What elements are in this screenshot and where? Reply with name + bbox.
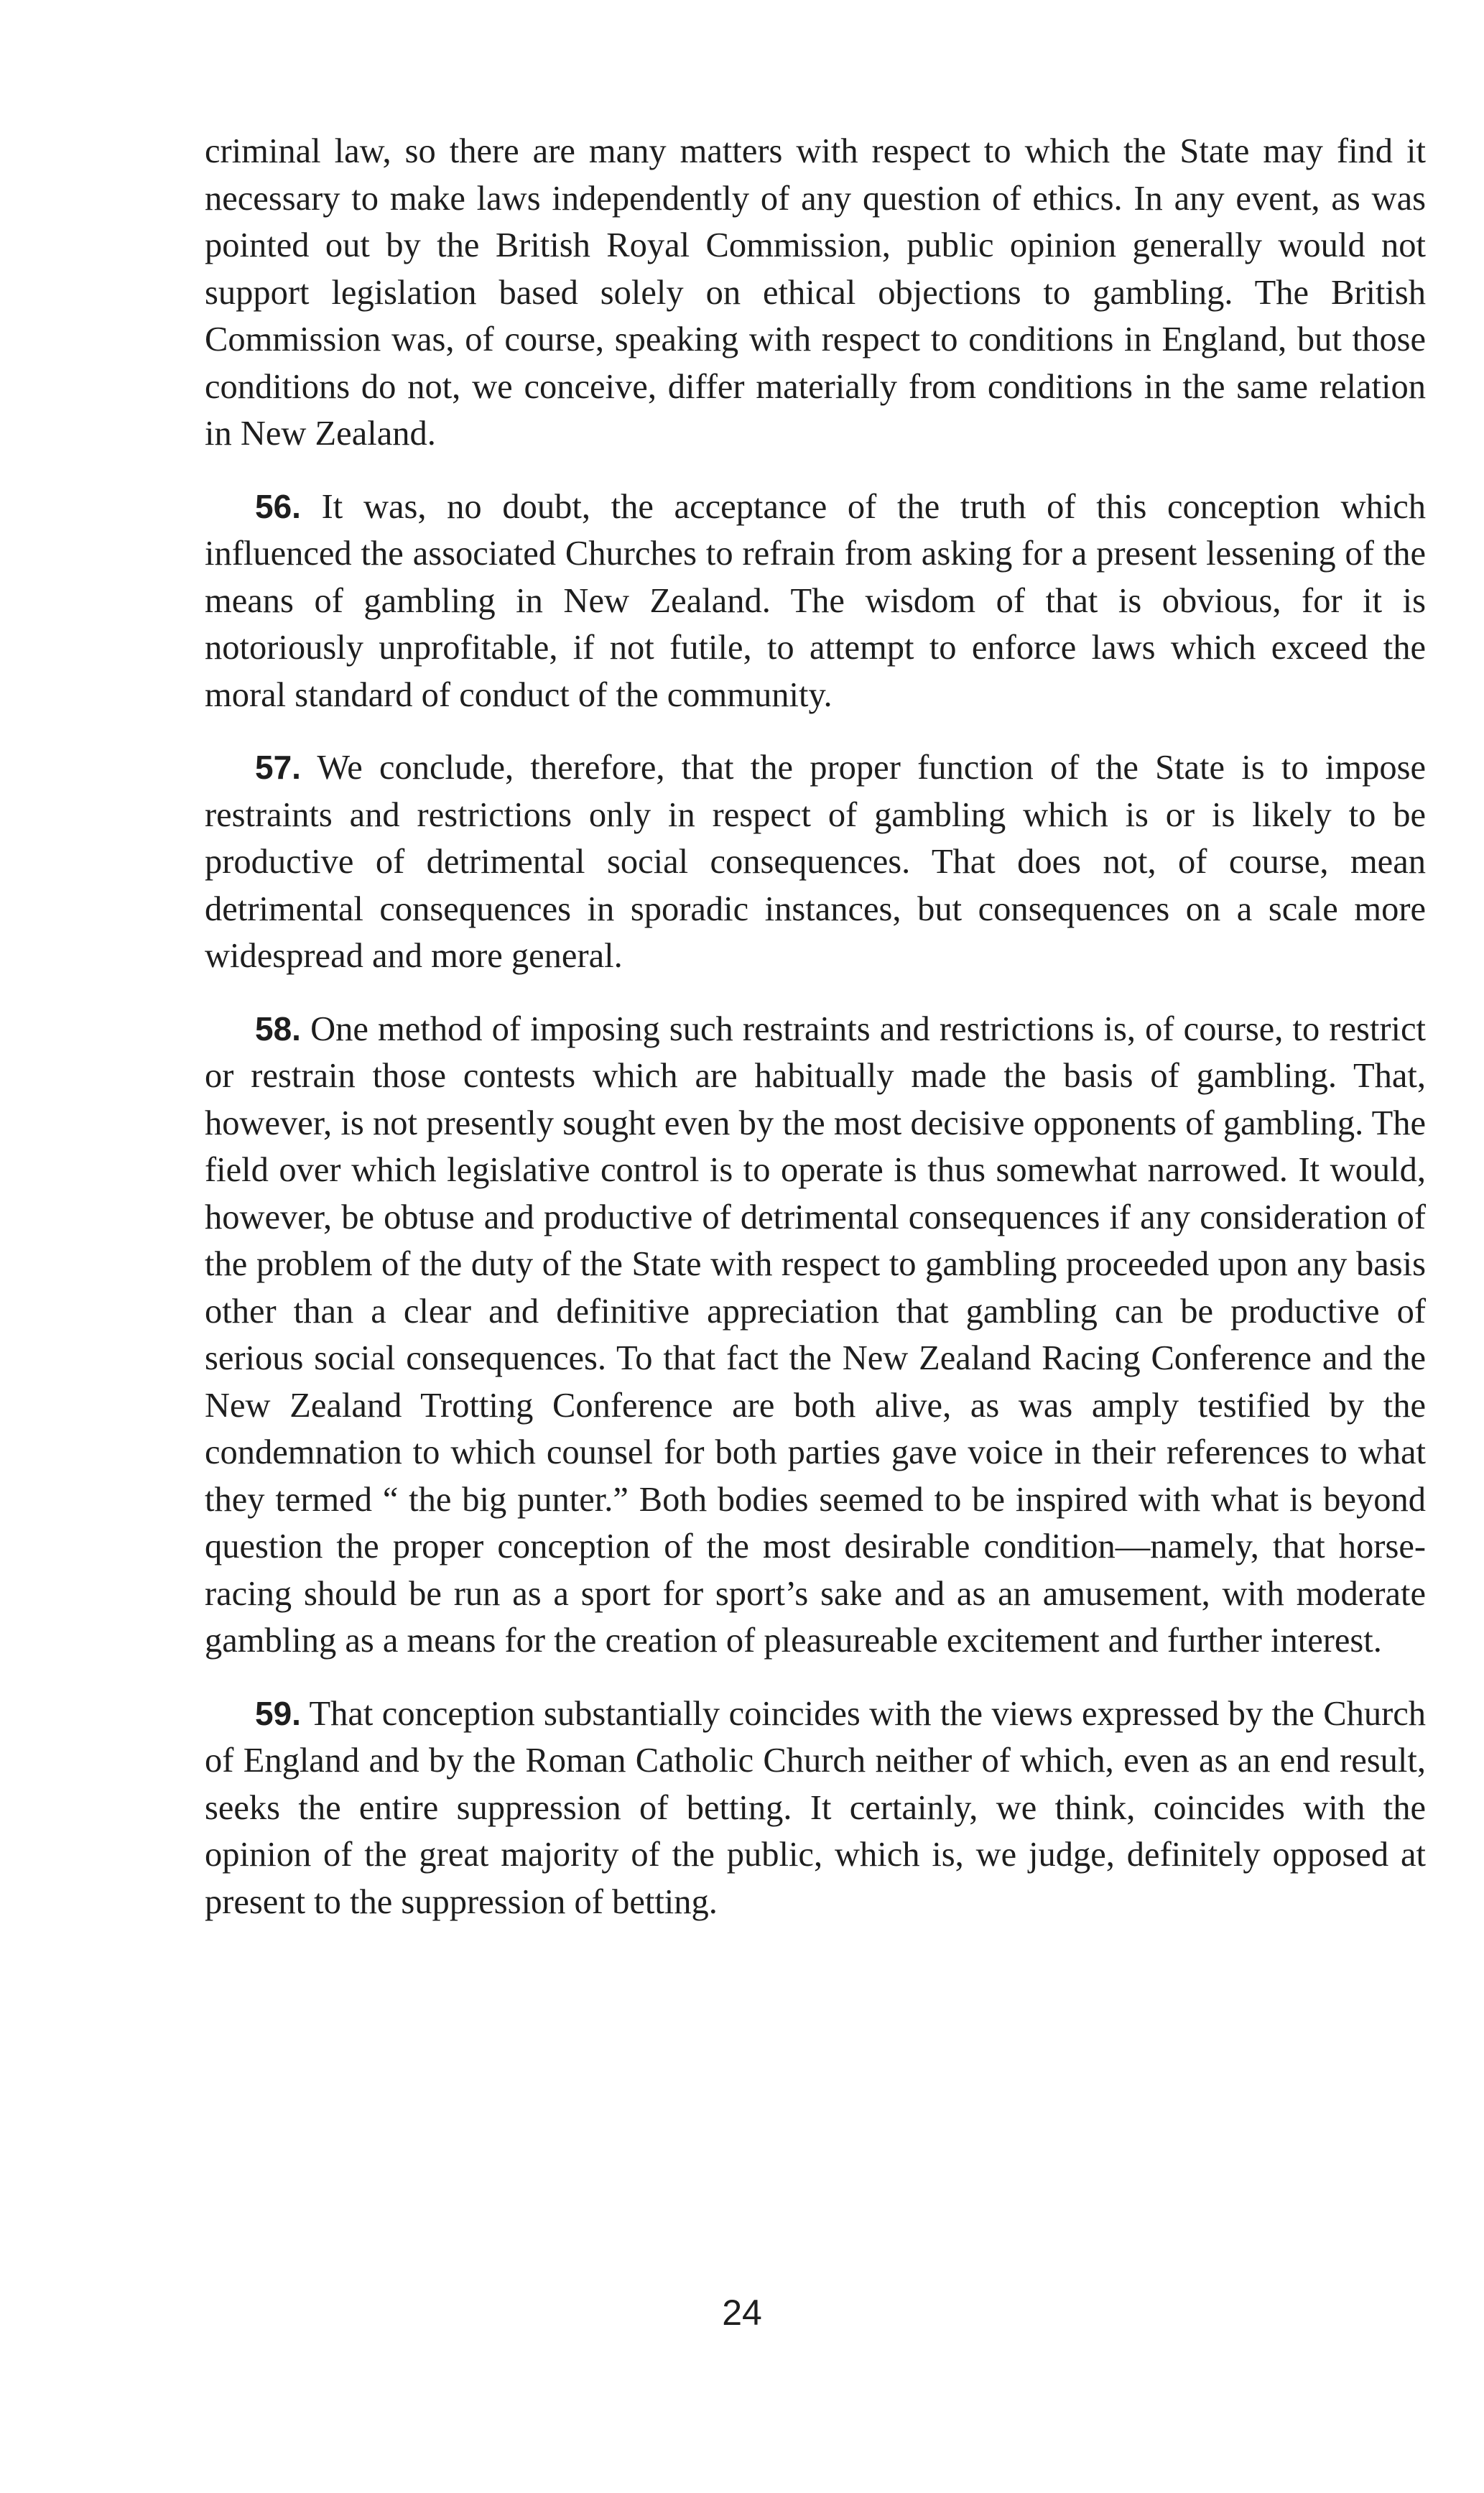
paragraph-text: That conception substantially coincides with the views expressed by the Church of England and by the Roman Catholic Church neither of which, even as an end result, seeks the entire suppression of betting. It certainly, we think, coincides with the opinion of the great majority of the public, which is, we judge, definitely opposed at present to the suppression of betting. <box>205 1694 1427 1921</box>
page-body <box>205 128 1426 1951</box>
paragraph-text: It was, no doubt, the acceptance of the truth of this conception which influenced the associated Churches to refrain from asking for a present lessening of the means of gambling in New Zealand. The wisdom of that is obvious, for it is notoriously unprofitable, if not futile, to attempt to enforce laws which exceed the moral standard of conduct of the community. <box>205 487 1426 714</box>
paragraph-text: We conclude, therefore, that the proper function of the State is to impose restraints and restrictions only in respect of gambling which is or is likely to be productive of detrimental social consequences. That does not, of course, mean detrimental consequences in sporadic instances, but consequences on a scale more widespread and more general. <box>205 749 1427 975</box>
paragraph-56 <box>205 484 1426 719</box>
paragraph-59 <box>205 1690 1426 1926</box>
paragraph-text: criminal law, so there are many matters with respect to which the State may find it necessary to make laws independently of any question of ethics. In any event, as was pointed out by the British Royal Commission, public opinion generally would not support legislation based solely on ethical objections to gambling. The British Commission was, of course, speaking with respect to conditions in England, but those conditions do not, we conceive, differ materially from conditions in the same relation in New Zealand. <box>205 132 1426 453</box>
paragraph-number: 58. <box>255 1009 301 1047</box>
paragraph-number: 57. <box>255 749 301 786</box>
page-number: 24 <box>722 2293 762 2333</box>
paragraph-57 <box>205 744 1426 980</box>
paragraph-text: One method of imposing such restraints and restrictions is, of course, to restrict or restrain those contests which are habitually made the basis of gambling. That, however, is not presently sought even by the most decisive opponents of gambling. The field over which legislative control is to operate is thus somewhat narrowed. It would, however, be obtuse and productive of detrimental consequences if any consideration of the problem of the duty of the State with respect to gambling proceeded upon any basis other than a clear and definitive appreciation that gambling can be productive of serious social consequences. To that fact the New Zealand Racing Conference and the New Zealand Trotting Conference are both alive, as was amply testified by the condemnation to which counsel for both parties gave voice in their references to what they termed “ the big punter.” Both bodies seemed to be inspired with what is beyond question the proper conception of the most desirable condition—namely, that horse-racing should be run as a sport for sport’s sake and as an amusement, with moderate gambling as a means for the creation of pleasureable excitement and further interest. <box>205 1009 1427 1660</box>
paragraph-continuation <box>205 128 1426 458</box>
paragraph-number: 56. <box>255 487 301 525</box>
paragraph-number: 59. <box>255 1694 301 1732</box>
paragraph-58 <box>205 1006 1426 1665</box>
